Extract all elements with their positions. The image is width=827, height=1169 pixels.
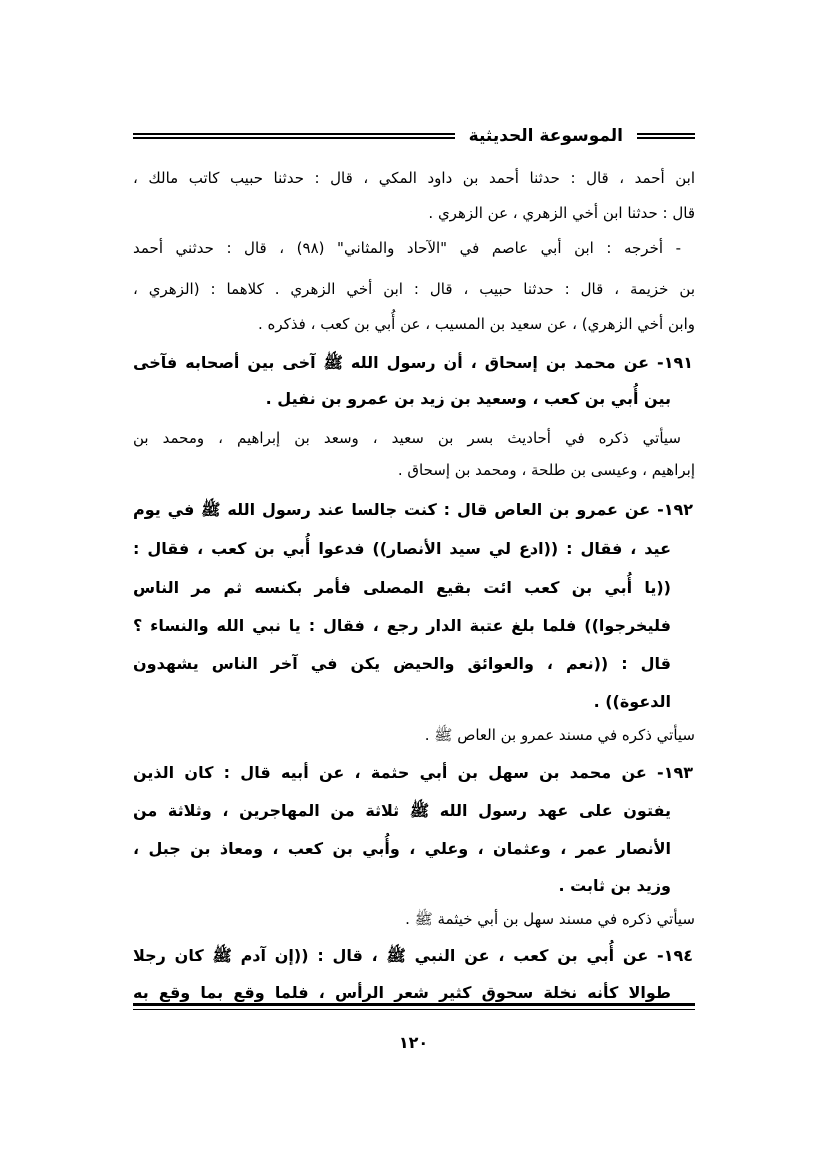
text-line: وابن أخي الزهري) ، عن سعيد بن المسيب ، عن أُبي بن كعب ، فذكره . xyxy=(258,315,695,333)
hadith-193-line: ١٩٣- عن محمد بن سهل بن أبي حثمة ، عن أبيه قال : كان الذين xyxy=(133,763,693,782)
hadith-192-line: الدعوة)) . xyxy=(593,692,671,711)
hadith-192-line: قال : ((نعم ، والعوائق والحيض يكن في آخر الناس يشهدون xyxy=(133,654,671,673)
hadith-193-line: يفتون على عهد رسول الله ﷺ ثلاثة من المهاجرين ، وثلاثة من xyxy=(133,801,671,820)
hadith-193-line: وزيد بن ثابت . xyxy=(558,876,671,895)
text-line: - أخرجه : ابن أبي عاصم في "الآحاد والمثاني" (٩٨) ، قال : حدثني أحمد xyxy=(133,239,681,257)
running-header xyxy=(133,122,695,150)
text-line: سيأتي ذكره في أحاديث بسر بن سعيد ، وسعد بن إبراهيم ، ومحمد بن xyxy=(133,429,681,447)
text-line: سيأتي ذكره في مسند عمرو بن العاص ﷺ . xyxy=(424,726,695,744)
header-title: الموسوعة الحديثية xyxy=(468,126,623,146)
page-number: ١٢٠ xyxy=(398,1033,429,1052)
hadith-192-line: ١٩٢- عن عمرو بن العاص قال : كنت جالسا عند رسول الله ﷺ في يوم xyxy=(133,500,693,519)
header-rule-left xyxy=(133,133,455,139)
text-line: ابن أحمد ، قال : حدثنا أحمد بن داود المكي ، قال : حدثنا حبيب كاتب مالك ، xyxy=(133,169,695,187)
text-line: قال : حدثنا ابن أخي الزهري ، عن الزهري . xyxy=(428,204,695,222)
header-rule-right xyxy=(637,133,695,139)
hadith-192-line: فليخرجوا)) فلما بلغ عتبة الدار رجع ، فقال : يا نبي الله والنساء ؟ xyxy=(133,616,671,635)
footer-rule xyxy=(133,1003,695,1010)
hadith-191-line: ١٩١- عن محمد بن إسحاق ، أن رسول الله ﷺ آخى بين أصحابه فآخى xyxy=(133,353,693,372)
text-line: بن خزيمة ، قال : حدثنا حبيب ، قال : ابن أخي الزهري . كلاهما : (الزهري ، xyxy=(133,280,695,298)
hadith-194-line: طوالا كأنه نخلة سحوق كثير شعر الرأس ، فلما وقع بما وقع به xyxy=(133,983,671,1002)
hadith-192-line: ((يا أُبي بن كعب ائت بقيع المصلى فأمر بكنسه ثم مر الناس xyxy=(133,578,671,597)
hadith-194-line: ١٩٤- عن أُبي بن كعب ، عن النبي ﷺ ، قال : ((إن آدم ﷺ كان رجلا xyxy=(133,946,693,965)
hadith-192-line: عيد ، فقال : ((ادع لي سيد الأنصار)) فدعوا أُبي بن كعب ، فقال : xyxy=(133,539,671,558)
text-line: سيأتي ذكره في مسند سهل بن أبي خيثمة ﷺ . xyxy=(405,910,695,928)
text-line: إبراهيم ، وعيسى بن طلحة ، ومحمد بن إسحاق . xyxy=(397,461,695,479)
hadith-191-line: بين أُبي بن كعب ، وسعيد بن زيد بن عمرو بن نفيل . xyxy=(265,389,671,408)
hadith-193-line: الأنصار عمر ، وعثمان ، وعلي ، وأُبي بن كعب ، ومعاذ بن جبل ، xyxy=(133,839,671,858)
